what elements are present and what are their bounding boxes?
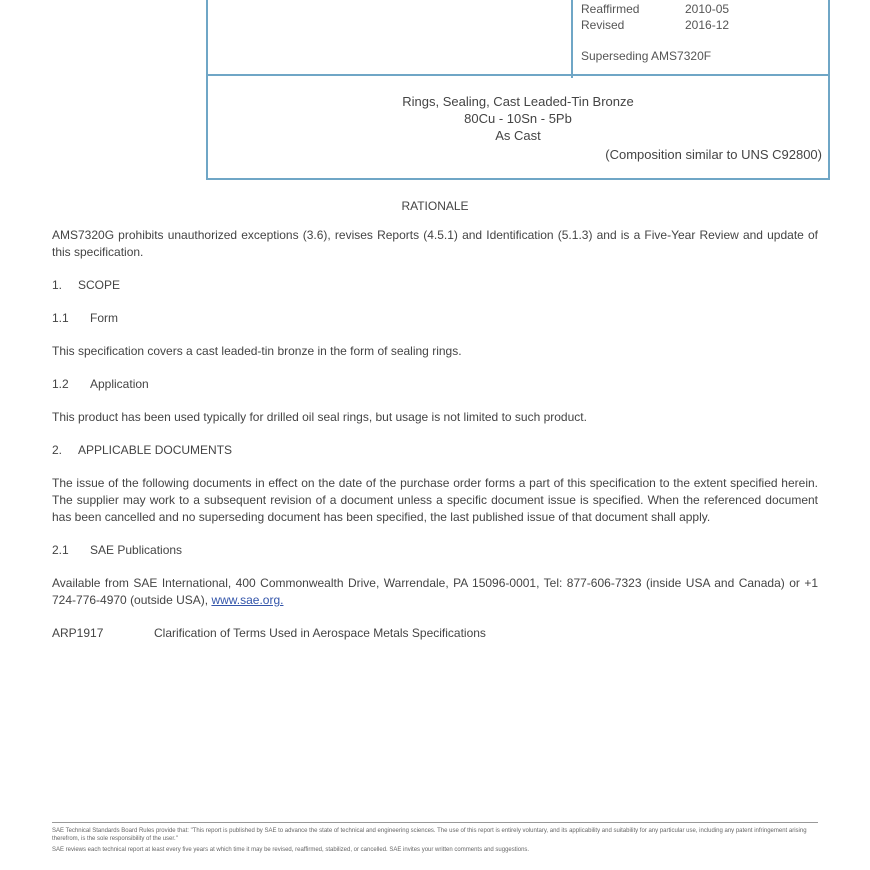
date-label: Revised [581,18,625,32]
reference-code: ARP1917 [52,626,104,640]
title-line: As Cast [495,128,541,143]
section-number: 2.1 [52,543,69,557]
section-heading-scope [52,277,818,294]
section-title: SAE Publications [90,543,183,557]
section-title: SCOPE [78,278,121,292]
section-heading-form [52,310,818,327]
section-number: 1. [52,278,63,292]
section-heading-sae-publications [52,542,818,559]
section-number: 1.1 [52,311,69,325]
title-line: Rings, Sealing, Cast Leaded-Tin Bronze [402,94,634,109]
sae-availability-text: Available from SAE International, 400 Commonwealth Drive, Warrendale, PA 15096-0001, Tel: 877-606-7323 (inside USA and Canada) or +1 724-776-4970 (outside USA), [52,576,818,607]
header-divider-vertical [571,0,573,78]
legal-footer [52,822,818,857]
reference-item [52,625,818,642]
section-heading-applicable-documents [52,442,818,459]
document-header-box [206,0,830,180]
footer-paragraph: SAE Technical Standards Board Rules provide that: "This report is published by SAE to advance the state of technical and engineering sciences. The use of this report is entirely voluntary, and its applicability and suitability for any particular use, including any patent infringement arising therefrom, is the sole responsibility of the user." [52,828,807,842]
document-body [52,198,818,642]
section-title: Application [90,377,149,391]
superseding-note: Superseding AMS7320F [581,49,712,63]
section-number: 2. [52,443,63,457]
date-value: 2016-12 [685,18,730,32]
document-title [208,93,828,144]
reference-title: Clarification of Terms Used in Aerospace Metals Specifications [154,626,486,640]
date-row-revised [581,17,729,33]
sae-website-link[interactable]: www.sae.org. [211,593,284,607]
footer-paragraph: SAE reviews each technical report at least every five years at which time it may be revised, reaffirmed, stabilized, or cancelled. SAE invites your written comments and suggestions. [52,847,530,853]
date-row-reaffirmed [581,1,729,17]
section-number: 1.2 [52,377,69,391]
section-heading-application [52,376,818,393]
composition-note: (Composition similar to UNS C92800) [605,147,822,162]
title-line: 80Cu - 10Sn - 5Pb [464,111,572,126]
date-label: Reaffirmed [581,2,640,16]
header-divider-horizontal [208,74,828,76]
date-value: 2010-05 [685,2,730,16]
rationale-heading: RATIONALE [401,199,469,213]
revision-dates [581,1,729,33]
rationale-text: AMS7320G prohibits unauthorized exceptions (3.6), revises Reports (4.5.1) and Identification (5.1.3) and is a Five-Year Review and update of this specification. [52,228,818,259]
section-text-form: This specification covers a cast leaded-tin bronze in the form of sealing rings. [52,344,462,358]
section-text-applicable-documents: The issue of the following documents in effect on the date of the purchase order forms a part of this specification to the extent specified herein. The supplier may work to a subsequent revision of a document unless a specific document issue is specified. When the referenced document has been cancelled and no superseding document has been specified, the last published issue of that document shall apply. [52,476,818,524]
section-title: Form [90,311,118,325]
section-title: APPLICABLE DOCUMENTS [78,443,233,457]
section-text-application: This product has been used typically for drilled oil seal rings, but usage is not limited to such product. [52,410,587,424]
section-text-sae-publications [52,575,818,609]
